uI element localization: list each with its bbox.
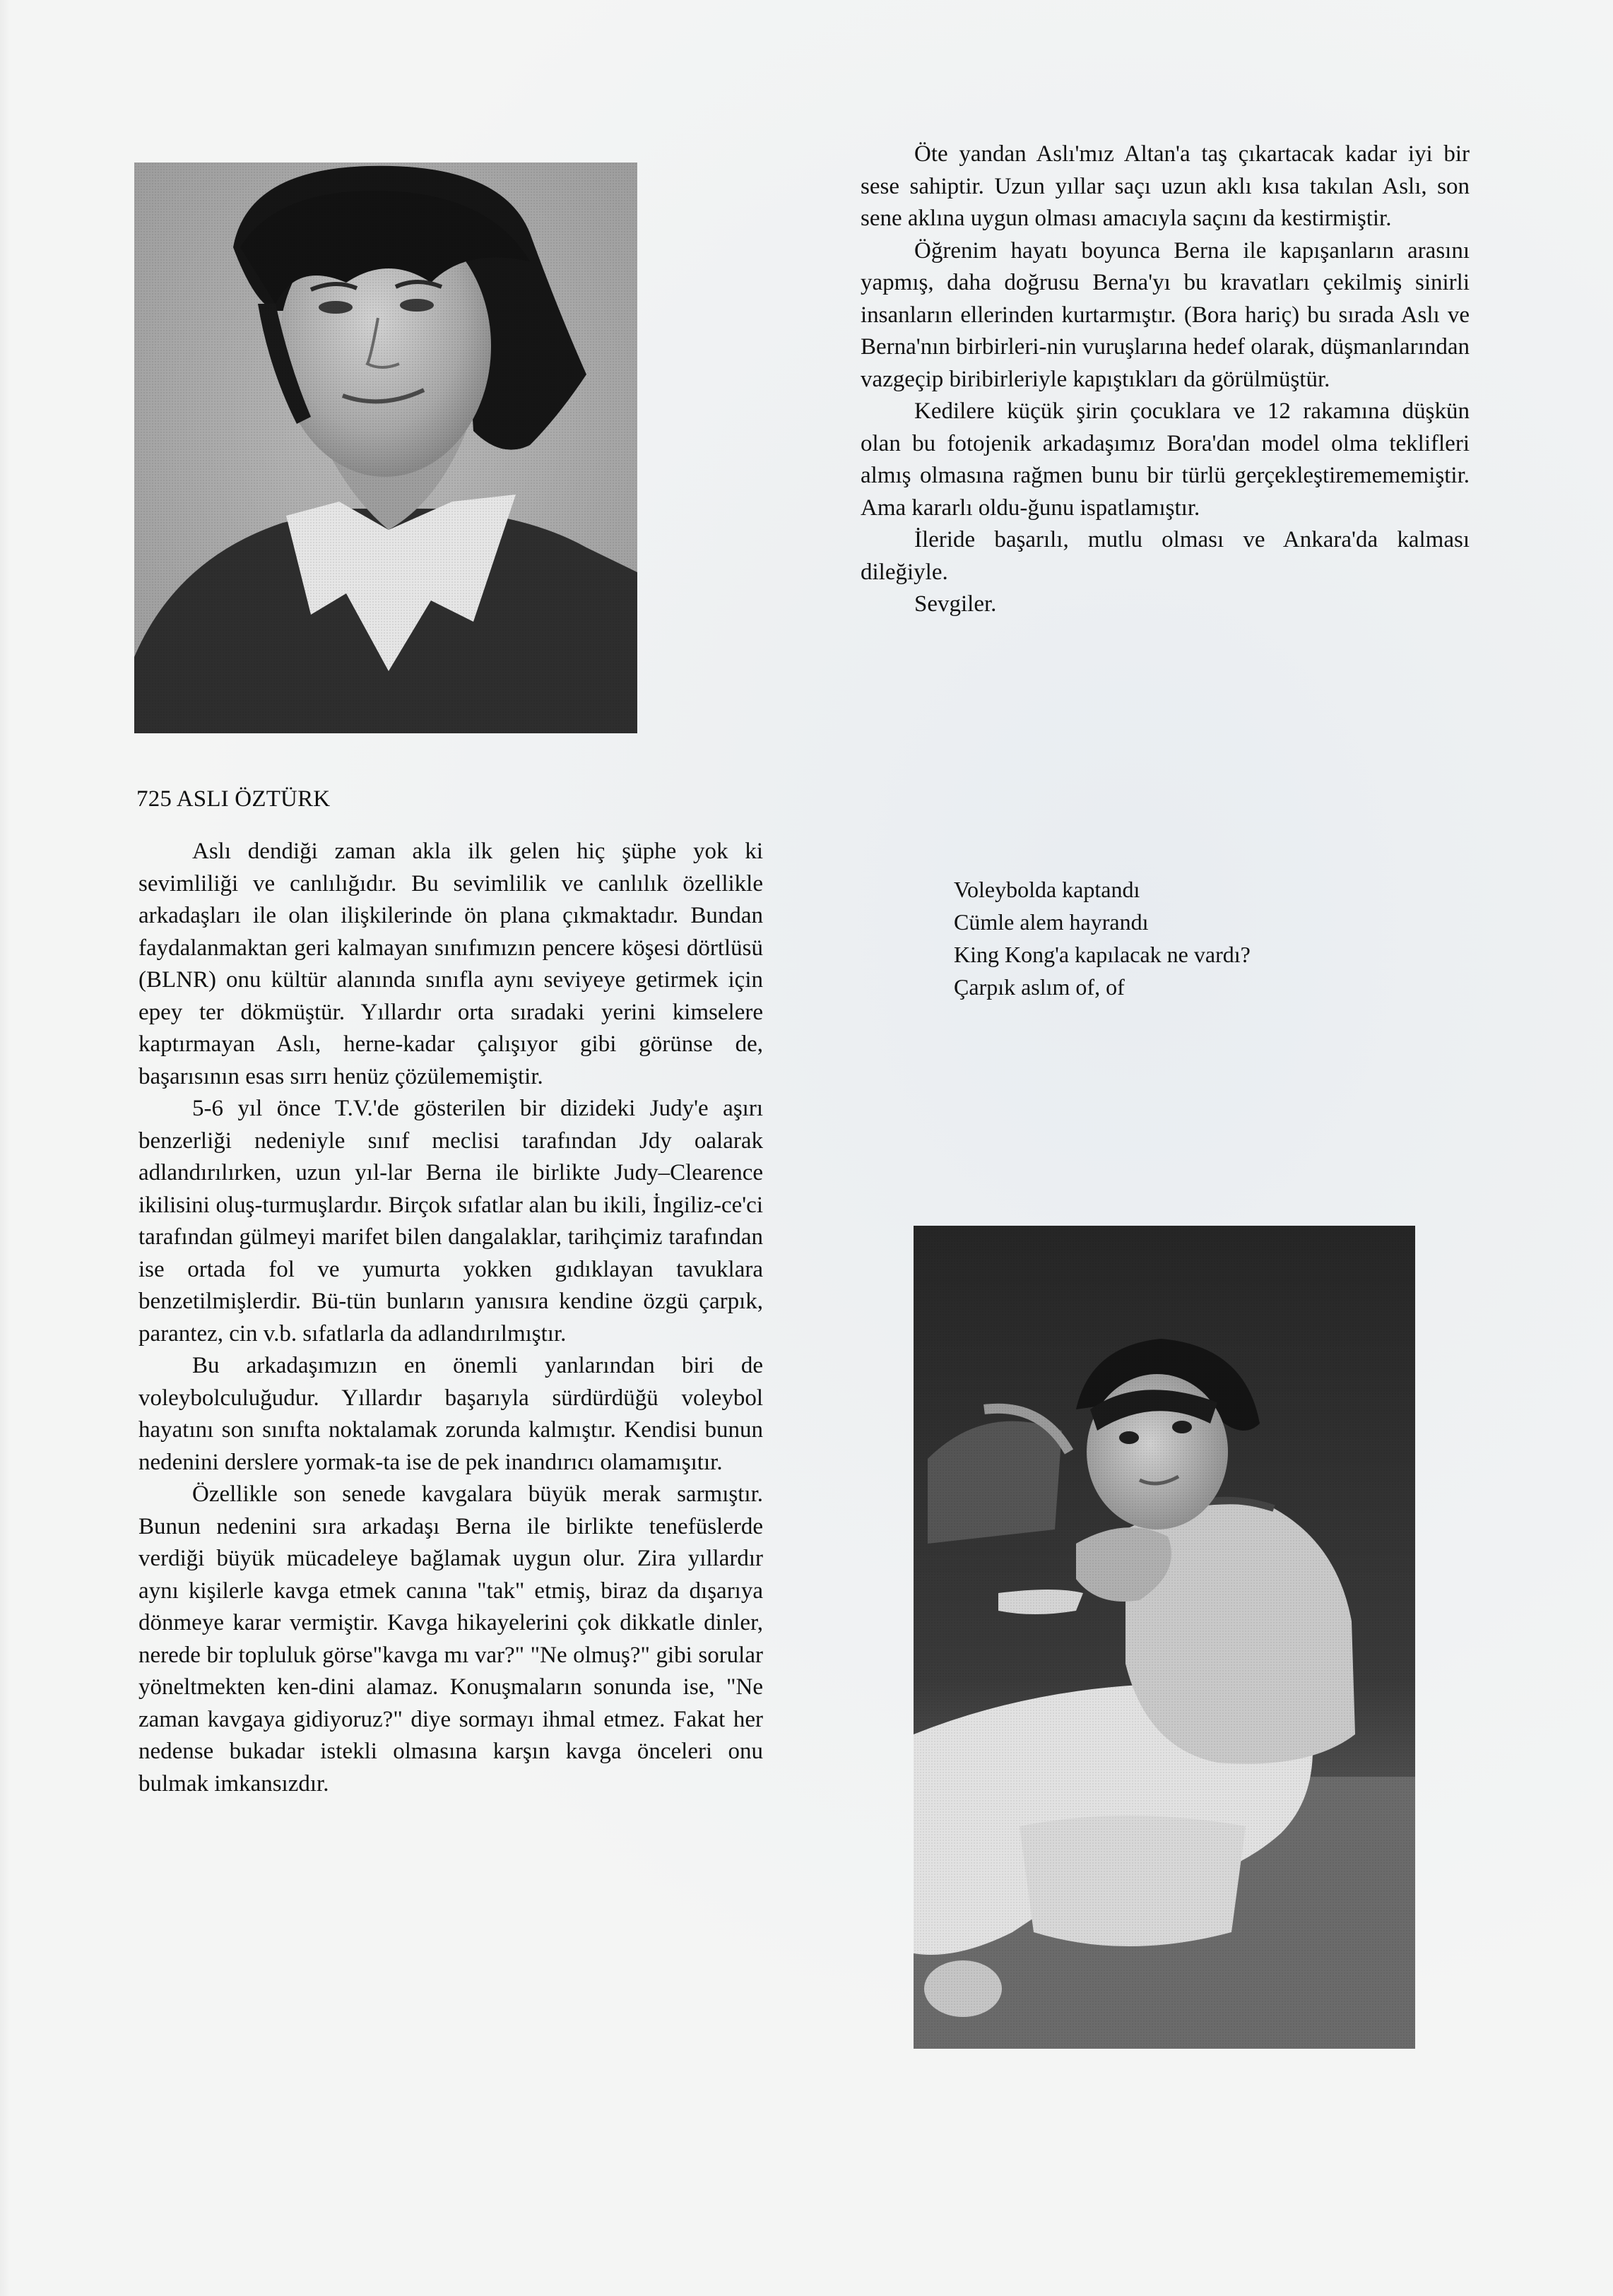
left-text-column (138, 836, 763, 1800)
paragraph: Bu arkadaşımızın en önemli yanlarından biri de voleybolculuğudur. Yıllardır başarıyla sürdürdüğü voleybol hayatını son sınıfta noktalamak zorunda kalmıştır. Kendisi bunun nedenini derslere yormak-ta ise de pek inandırıcı olamamışıtır. (138, 1353, 763, 1475)
portrait-photo (134, 162, 637, 733)
paragraph: Öte yandan Aslı'mız Altan'a taş çıkartacak kadar iyi bir sese sahiptir. Uzun yıllar saçı uzun aklı kısa takılan Aslı, son sene aklına uygun olması amacıyla saçını da kestirmiştir. (861, 141, 1470, 231)
right-text-column (861, 138, 1470, 621)
childhood-photo (914, 1226, 1415, 2049)
paragraph: İleride başarılı, mutlu olması ve Ankara'da kalması dileğiyle. (861, 527, 1470, 585)
portrait-image (134, 162, 637, 733)
poem-line: Cümle alem hayrandı (954, 909, 1149, 935)
poem-line: King Kong'a kapılacak ne vardı? (954, 942, 1251, 967)
student-name-heading: 725 ASLI ÖZTÜRK (136, 786, 331, 812)
paragraph: Özellikle son senede kavgalara büyük merak sarmıştır. Bunun nedenini sıra arkadaşı Berna ile birlikte tenefüslerde verdiği büyük mücadeleye bağlamak uygun olur. Zira yıllardır aynı kişilerle kavga etmek canına "tak" etmiş, biraz da dışarıya dönmeye karar vermiştir. Kavga hikayelerini çok dikkatle dinler, nerede bir topluluk görse"kavga mı var?" "Ne olmuş?" gibi sorular yöneltmekten ken-dini alamaz. Konuşmaların sonunda ise, "Ne zaman kavgaya gidiyoruz?" diye sormayı ihmal etmez. Fakat her nedense bukadar istekli olmasına karşın kavga önceleri onu bulmak imkansızdır. (138, 1481, 763, 1797)
bleed-through-text (639, 141, 823, 537)
poem (954, 873, 1251, 1003)
poem-line: Voleybolda kaptandı (954, 877, 1140, 902)
sign-off: Sevgiler. (914, 591, 997, 617)
poem-line: Çarpık aslım of, of (954, 974, 1125, 1000)
childhood-image (914, 1226, 1415, 2049)
paragraph: 5-6 yıl önce T.V.'de gösterilen bir dizideki Judy'e aşırı benzerliği nedeniyle sınıf meclisi tarafından Jdy oalarak adlandırılırken, uzun yıl-lar Berna ile birlikte Judy–Clearence ikilisini oluş-turmuşlardır. Birçok sıfatlar alan bu ikili, İngiliz-ce'ci tarafından gülmeyi marifet bilen dangalaklar, tarihçimiz tarafından ise ortada fol ve yumurta yokken gıdıklayan tavuklara benzetilmişlerdir. Bü-tün bunların yanısıra kendine özgü çarpık, parantez, cin v.b. sıfatlarla da adlandırılmıştır. (138, 1096, 763, 1347)
paragraph: Aslı dendiği zaman akla ilk gelen hiç şüphe yok ki sevimliliği ve canlılığıdır. Bu sevimlilik ve canlılık özellikle arkadaşları ile olan ilişkilerinde ön plana çıkmaktadır. Bundan faydalanmaktan geri kalmayan sınıfımızın pencere köşesi dörtlüsü (BLNR) onu kültür alanında sınıfla aynı seviyeye getirmek için epey ter dökmüştür. Yıllardır orta sıradaki yerini kimselere kaptırmayan Aslı, herne-kadar çalışıyor gibi görünse de, başarısının esas sırrı henüz çözülememiştir. (138, 839, 763, 1089)
paragraph: Öğrenim hayatı boyunca Berna ile kapışanların arasını yapmış, daha doğrusu Berna'yı bu kravatları çekilmiş sinirli insanların ellerinden kurtarmıştır. (Bora hariç) bu sırada Aslı ve Berna'nın birbirleri-nin vuruşlarına hedef olarak, düşmanlarından vazgeçip biribirleriyle kapıştıkları da görülmüştür. (861, 237, 1470, 392)
paragraph: Kedilere küçük şirin çocuklara ve 12 rakamına düşkün olan bu fotojenik arkadaşımız Bora'dan model olma teklifleri almış olmasına rağmen bunu bir türlü gerçekleştiremememiştir. Ama kararlı oldu-ğunu ispatlamıştır. (861, 398, 1470, 521)
